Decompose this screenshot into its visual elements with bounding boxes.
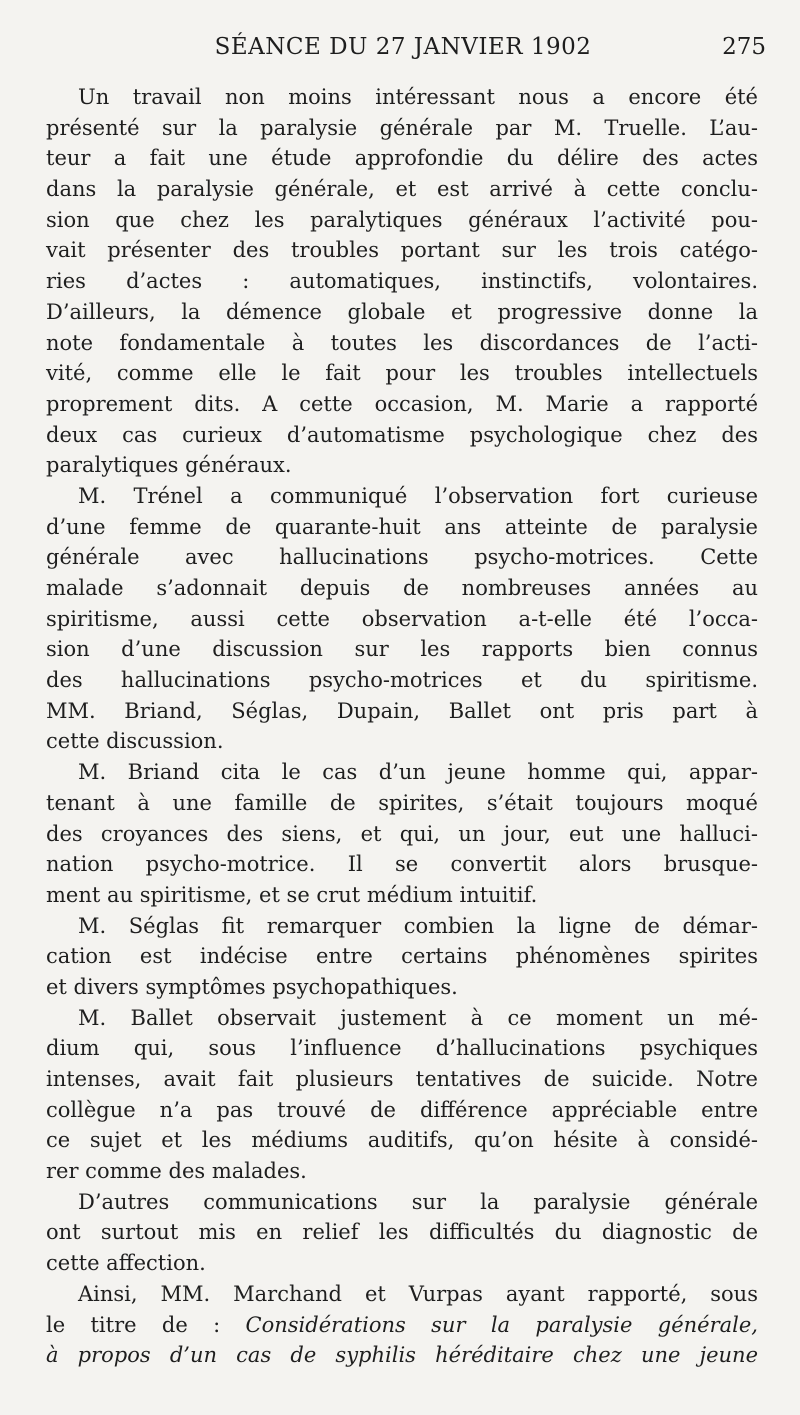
text-line: nation psycho-motrice. Il se convertit alors brusque- <box>46 852 758 877</box>
text-line: M. Briand cita le cas d’un jeune homme qui, appar- <box>78 760 758 785</box>
text-line: M. Séglas fit remarquer combien la ligne de démar- <box>78 913 758 938</box>
text-line: sion que chez les paralytiques généraux l’activité pou- <box>46 207 758 232</box>
text-line: proprement dits. A cette occasion, M. Marie a rapporté <box>46 391 758 416</box>
text-line: M. Ballet observait justement à ce moment un mé- <box>78 1005 758 1030</box>
text-line: et divers symptômes psychopathiques. <box>46 974 458 999</box>
text-line: générale avec hallucinations psycho-motrices. Cette <box>46 545 758 570</box>
text-line: cette affection. <box>46 1251 206 1276</box>
text-line: Ainsi, MM. Marchand et Vurpas ayant rapporté, sous <box>78 1281 758 1306</box>
text-line: spiritisme, aussi cette observation a-t-elle été l’occa- <box>46 606 758 631</box>
text-line: collègue n’a pas trouvé de différence appréciable entre <box>46 1097 758 1122</box>
text-line: des croyances des siens, et qui, un jour, eut une halluci- <box>46 821 758 846</box>
text-line: intenses, avait fait plusieurs tentatives de suicide. Notre <box>46 1067 758 1091</box>
text-line: dans la paralysie générale, et est arrivé à cette conclu- <box>46 177 758 202</box>
text-line: ries d’actes : automatiques, instinctifs, volontaires. <box>46 269 758 294</box>
text-line: dium qui, sous l’influence d’hallucinations psychiques <box>46 1036 758 1061</box>
text-line-mixed <box>46 1310 758 1341</box>
text-line: deux cas curieux d’automatisme psychologique chez des <box>46 422 758 447</box>
text-line: Un travail non moins intéressant nous a encore été <box>78 85 758 109</box>
text-line: ont surtout mis en relief les difficultés du diagnostic de <box>46 1220 758 1245</box>
text-line: MM. Briand, Séglas, Dupain, Ballet ont pris part à <box>46 698 758 723</box>
italic-title-segment: Considérations sur la paralysie générale, <box>245 1312 758 1337</box>
text-line: vait présenter des troubles portant sur les trois catégo- <box>46 238 758 263</box>
page-number: 275 <box>722 34 766 60</box>
text-line: note fondamentale à toutes les discordances de l’acti- <box>46 330 758 355</box>
text-line: malade s’adonnait depuis de nombreuses années au <box>46 576 758 600</box>
text-line: rer comme des malades. <box>46 1159 307 1184</box>
text-line: cette discussion. <box>46 729 224 754</box>
text-line: D’ailleurs, la démence globale et progressive donne la <box>46 299 758 324</box>
text-line: paralytiques généraux. <box>46 453 292 478</box>
running-head <box>40 34 766 74</box>
text-line: sion d’une discussion sur les rapports bien connus <box>46 637 758 662</box>
text-line: teur a fait une étude approfondie du délire des actes <box>46 146 758 171</box>
text-line: des hallucinations psycho-motrices et du spiritisme. <box>46 668 758 693</box>
text-segment: le titre de : <box>46 1312 221 1337</box>
italic-title-line: à propos d’un cas de syphilis héréditaire chez une jeune <box>46 1343 758 1368</box>
text-line: M. Trénel a communiqué l’observation fort curieuse <box>78 483 758 508</box>
text-line: tenant à une famille de spirites, s’était toujours moqué <box>46 790 758 815</box>
text-line: vité, comme elle le fait pour les troubles intellectuels <box>46 361 758 386</box>
text-line: ment au spiritisme, et se crut médium intuitif. <box>46 882 538 907</box>
text-line: d’une femme de quarante-huit ans atteinte de paralysie <box>46 514 758 539</box>
running-head-title: SÉANCE DU 27 JANVIER 1902 <box>214 34 592 60</box>
text-line: cation est indécise entre certains phénomènes spirites <box>46 944 758 969</box>
text-line: D’autres communications sur la paralysie générale <box>78 1189 758 1214</box>
body-text <box>46 82 758 1371</box>
text-line: ce sujet et les médiums auditifs, qu’on hésite à considé- <box>46 1128 758 1153</box>
text-line: présenté sur la paralysie générale par M. Truelle. L’au- <box>46 115 758 140</box>
